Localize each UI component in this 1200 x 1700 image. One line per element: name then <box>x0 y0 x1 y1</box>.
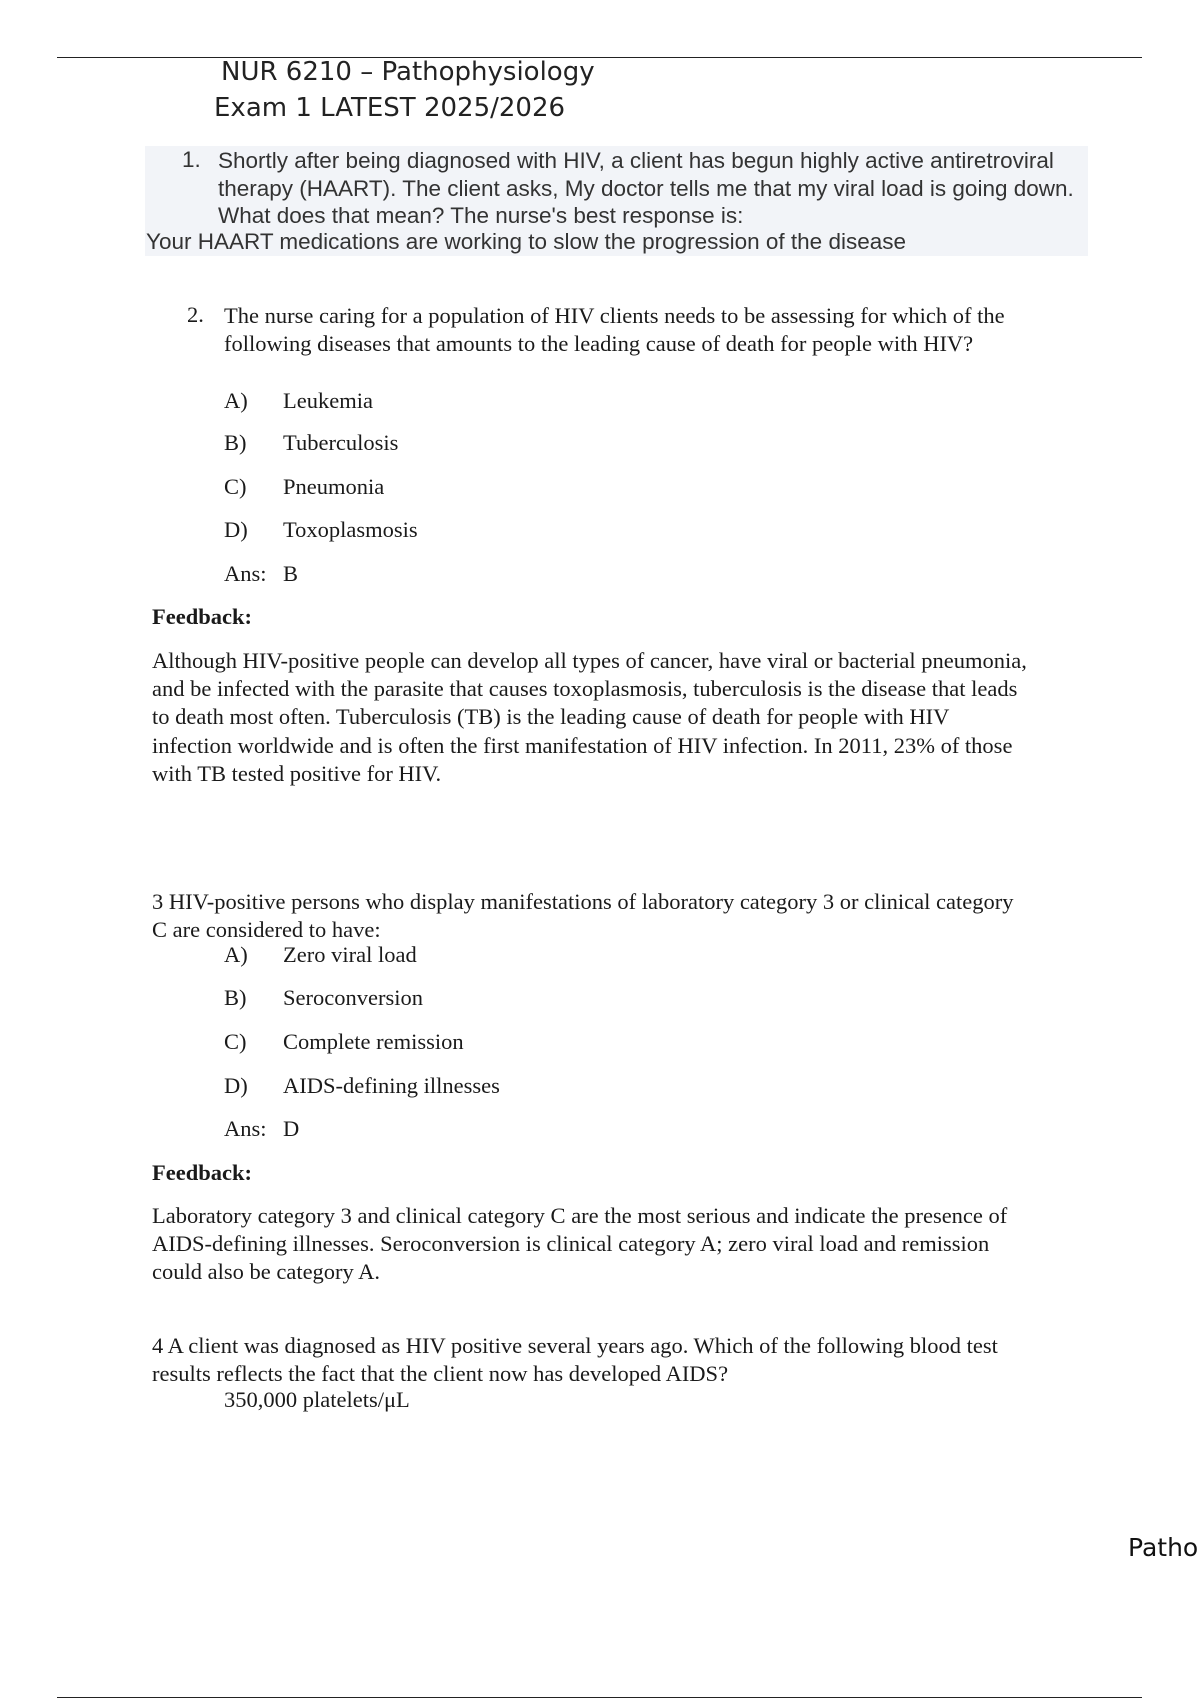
footer-fragment: Patho <box>1128 1533 1199 1562</box>
question-2-option-a-letter: A) <box>224 388 248 413</box>
question-1-answer: Your HAART medications are working to slow the progression of the disease <box>146 229 906 254</box>
question-2-option-d-text: Toxoplasmosis <box>283 517 418 542</box>
question-4-answer: 350,000 platelets/μL <box>224 1387 410 1412</box>
question-2-option-c-text: Pneumonia <box>283 474 385 499</box>
question-2-text: The nurse caring for a population of HIV clients needs to be assessing for which of the following diseases that amounts to the leading cause of death for people with HIV? <box>224 303 1005 356</box>
question-3-answer-value: D <box>283 1116 300 1141</box>
question-2-answer-value: B <box>283 561 299 586</box>
question-3-answer-label: Ans: <box>224 1116 267 1141</box>
question-3-option-d-text: AIDS-defining illnesses <box>283 1073 500 1098</box>
top-rule <box>57 57 1142 58</box>
question-2-option-c-letter: C) <box>224 474 247 499</box>
question-2-number: 2. <box>187 302 204 327</box>
question-2-option-b-letter: B) <box>224 430 247 455</box>
question-3-option-b-letter: B) <box>224 985 247 1010</box>
question-2-answer-label: Ans: <box>224 561 267 586</box>
question-2-feedback-text: Although HIV-positive people can develop all types of cancer, have viral or bacterial pneumonia, and be infected with the parasite that causes toxoplasmosis, tuberculosis is the disease that leads to death most often. Tuberculosis (TB) is the leading cause of death for people with HIV infection worldwide and is often the first manifestation of HIV infection. In 2011, 23% of those with TB tested positive for HIV. <box>152 648 1027 786</box>
question-4-text: 4 A client was diagnosed as HIV positive several years ago. Which of the following blood test results reflects the fact that the client now has developed AIDS? <box>152 1333 998 1387</box>
question-3-feedback-text: Laboratory category 3 and clinical category C are the most serious and indicate the presence of AIDS-defining illnesses. Seroconversion is clinical category A; zero viral load and remission could also be category A. <box>152 1203 1008 1285</box>
question-1-number: 1. <box>182 147 201 172</box>
question-3-option-d-letter: D) <box>224 1073 248 1098</box>
question-2-option-d-letter: D) <box>224 517 248 542</box>
exam-title: Exam 1 LATEST 2025/2026 <box>214 93 566 123</box>
question-3-option-b-text: Seroconversion <box>283 985 423 1010</box>
question-3-option-a-text: Zero viral load <box>283 942 417 967</box>
question-3-option-c-letter: C) <box>224 1029 247 1054</box>
question-3-feedback-label: Feedback: <box>152 1160 252 1185</box>
question-1-text: Shortly after being diagnosed with HIV, a client has begun highly active antiretroviral therapy (HAART). The client asks, My doctor tells me that my viral load is going down. What does that mean? The nurse's best response is: <box>218 148 1074 228</box>
question-2-option-b-text: Tuberculosis <box>283 430 399 455</box>
question-2-option-a-text: Leukemia <box>283 388 373 413</box>
bottom-rule <box>57 1697 1142 1698</box>
question-3-option-a-letter: A) <box>224 942 248 967</box>
question-3-option-c-text: Complete remission <box>283 1029 464 1054</box>
course-title: NUR 6210 – Pathophysiology <box>221 57 595 87</box>
question-3-text: 3 HIV-positive persons who display manifestations of laboratory category 3 or clinical category C are considered to have: <box>152 889 1014 943</box>
question-2-feedback-label: Feedback: <box>152 604 252 629</box>
